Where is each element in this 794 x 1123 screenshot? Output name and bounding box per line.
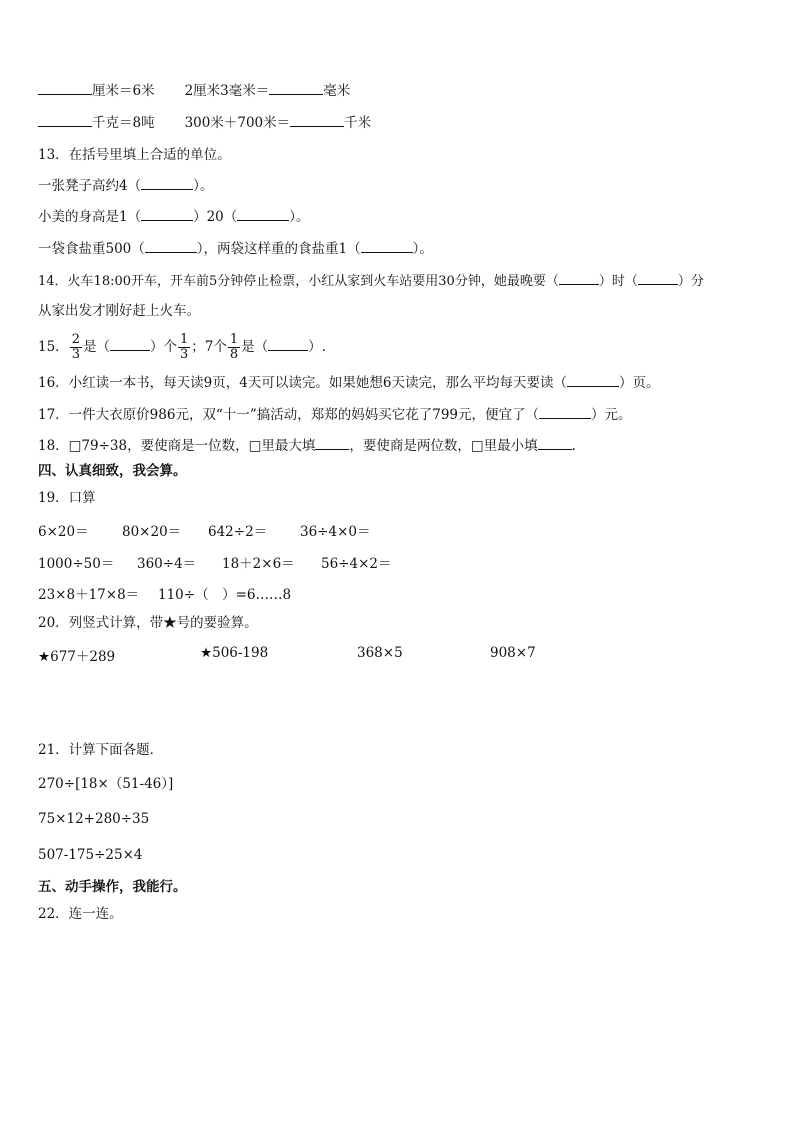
q15-text: ；7个 bbox=[191, 339, 227, 355]
fraction-numerator: 2 bbox=[71, 332, 80, 347]
calc-item: 507-175÷25×4 bbox=[38, 847, 143, 863]
q22-title: 22．连一连。 bbox=[38, 906, 123, 922]
fraction-denominator: 3 bbox=[179, 347, 189, 362]
q15-line bbox=[38, 330, 326, 364]
answer-blank[interactable] bbox=[539, 406, 591, 419]
answer-blank[interactable] bbox=[361, 240, 413, 253]
oral-calc: 36÷4×0＝ bbox=[300, 524, 371, 540]
q13-l2-mid: ）20（ bbox=[193, 209, 238, 225]
answer-blank[interactable] bbox=[538, 437, 572, 450]
answer-blank[interactable] bbox=[269, 82, 323, 95]
q13-l1-end: ）。 bbox=[193, 178, 214, 194]
q12-row2-a: 千克＝8吨 bbox=[92, 115, 155, 131]
section-heading: 五、动手操作，我能行。 bbox=[38, 879, 187, 895]
q12-row1-c: 毫米 bbox=[323, 83, 351, 99]
q17-end: ）元。 bbox=[591, 407, 632, 423]
answer-blank[interactable] bbox=[638, 272, 678, 285]
answer-blank[interactable] bbox=[145, 240, 197, 253]
answer-blank[interactable] bbox=[567, 374, 619, 387]
fraction-numerator: 1 bbox=[229, 332, 239, 347]
q16-end: ）页。 bbox=[618, 375, 660, 391]
q13-line1 bbox=[38, 177, 213, 195]
calc-item: 75×12+280÷35 bbox=[38, 811, 150, 827]
answer-blank[interactable] bbox=[141, 177, 193, 190]
oral-calc: 23×8＋17×8＝ bbox=[38, 587, 140, 603]
q18-mid: ，要使商是两位数，□里最小填 bbox=[349, 438, 538, 454]
vertical-calc: 908×7 bbox=[490, 645, 536, 661]
q16-line bbox=[38, 374, 659, 392]
q13-title: 13．在括号里填上合适的单位。 bbox=[38, 147, 231, 163]
q14-text: 14．火车18:00开车，开车前5分钟停止检票，小红从家到火车站要用30分钟，她最晚要（ bbox=[38, 274, 559, 289]
q15-text: 是（ bbox=[82, 339, 110, 355]
q13-l2-text: 小美的身高是1（ bbox=[38, 209, 142, 225]
q15-text: 是（ bbox=[241, 339, 269, 355]
q13-line2 bbox=[38, 208, 310, 226]
q15-prefix: 15． bbox=[38, 339, 69, 355]
vertical-calc: ★506-198 bbox=[200, 645, 269, 661]
q12-row2-c: 千米 bbox=[344, 115, 372, 131]
q12-row2-b: 300米＋700米＝ bbox=[184, 115, 291, 131]
q17-text: 17．一件大衣原价986元，双“十一”搞活动，郑郑的妈妈买它花了799元，便宜了（ bbox=[38, 407, 540, 423]
answer-blank[interactable] bbox=[38, 82, 92, 95]
oral-calc: 110÷（ ）=6……8 bbox=[158, 587, 292, 603]
vertical-calc: 368×5 bbox=[357, 645, 403, 661]
answer-blank[interactable] bbox=[315, 437, 349, 450]
fraction-denominator: 8 bbox=[229, 347, 239, 362]
q15-text: ）个 bbox=[149, 339, 177, 355]
fraction bbox=[178, 333, 190, 362]
q14-line2: 从家出发才刚好赶上火车。 bbox=[38, 303, 200, 319]
fraction bbox=[70, 333, 82, 362]
oral-calc: 80×20＝ bbox=[122, 524, 182, 540]
fraction-numerator: 1 bbox=[179, 332, 189, 347]
answer-blank[interactable] bbox=[290, 114, 344, 127]
answer-blank[interactable] bbox=[141, 208, 193, 221]
oral-calc: 6×20＝ bbox=[38, 524, 89, 540]
answer-blank[interactable] bbox=[559, 272, 599, 285]
q13-line3 bbox=[38, 240, 433, 258]
fraction bbox=[228, 333, 240, 362]
calc-item: 270÷[18×（51-46）] bbox=[38, 776, 174, 792]
q14-end: ）分 bbox=[677, 274, 704, 289]
oral-calc: 56÷4×2＝ bbox=[321, 556, 392, 572]
q17-line bbox=[38, 406, 632, 424]
answer-blank[interactable] bbox=[110, 338, 150, 351]
oral-calc: 18＋2×6＝ bbox=[222, 556, 295, 572]
q12-row2 bbox=[38, 114, 371, 132]
q15-text: ）. bbox=[308, 339, 326, 355]
q18-line bbox=[38, 437, 576, 455]
q14-line1 bbox=[38, 272, 704, 291]
q13-l3-end: ）。 bbox=[412, 241, 433, 257]
q16-text: 16．小红读一本书，每天读9页，4天可以读完。如果她想6天读完，那么平均每天要读（ bbox=[38, 375, 567, 391]
answer-blank[interactable] bbox=[237, 208, 289, 221]
oral-calc: 1000÷50＝ bbox=[38, 556, 115, 572]
q21-title: 21．计算下面各题． bbox=[38, 742, 164, 758]
q13-l2-end: ）。 bbox=[289, 209, 310, 225]
answer-blank[interactable] bbox=[38, 114, 92, 127]
q13-l1-text: 一张凳子高约4（ bbox=[38, 178, 142, 194]
q12-row1-b: 2厘米3毫米＝ bbox=[184, 83, 270, 99]
answer-blank[interactable] bbox=[268, 338, 308, 351]
oral-calc: 642÷2＝ bbox=[208, 524, 268, 540]
q18-end: . bbox=[571, 438, 576, 454]
oral-calc: 360÷4＝ bbox=[137, 556, 197, 572]
q13-l3-mid: ），两袋这样重的食盐重1（ bbox=[196, 241, 361, 257]
q20-title: 20．列竖式计算，带★号的要验算。 bbox=[38, 615, 258, 631]
q19-title: 19．口算 bbox=[38, 490, 96, 506]
vertical-calc: ★677＋289 bbox=[38, 649, 116, 665]
q13-l3-text: 一袋食盐重500（ bbox=[38, 241, 145, 257]
section-heading: 四、认真细致，我会算。 bbox=[38, 463, 187, 479]
q18-text: 18．□79÷38，要使商是一位数，□里最大填 bbox=[38, 438, 316, 454]
q14-mid: ）时（ bbox=[598, 274, 638, 289]
fraction-denominator: 3 bbox=[71, 347, 80, 362]
q12-row1-a: 厘米＝6米 bbox=[92, 83, 155, 99]
q12-row1 bbox=[38, 82, 350, 100]
